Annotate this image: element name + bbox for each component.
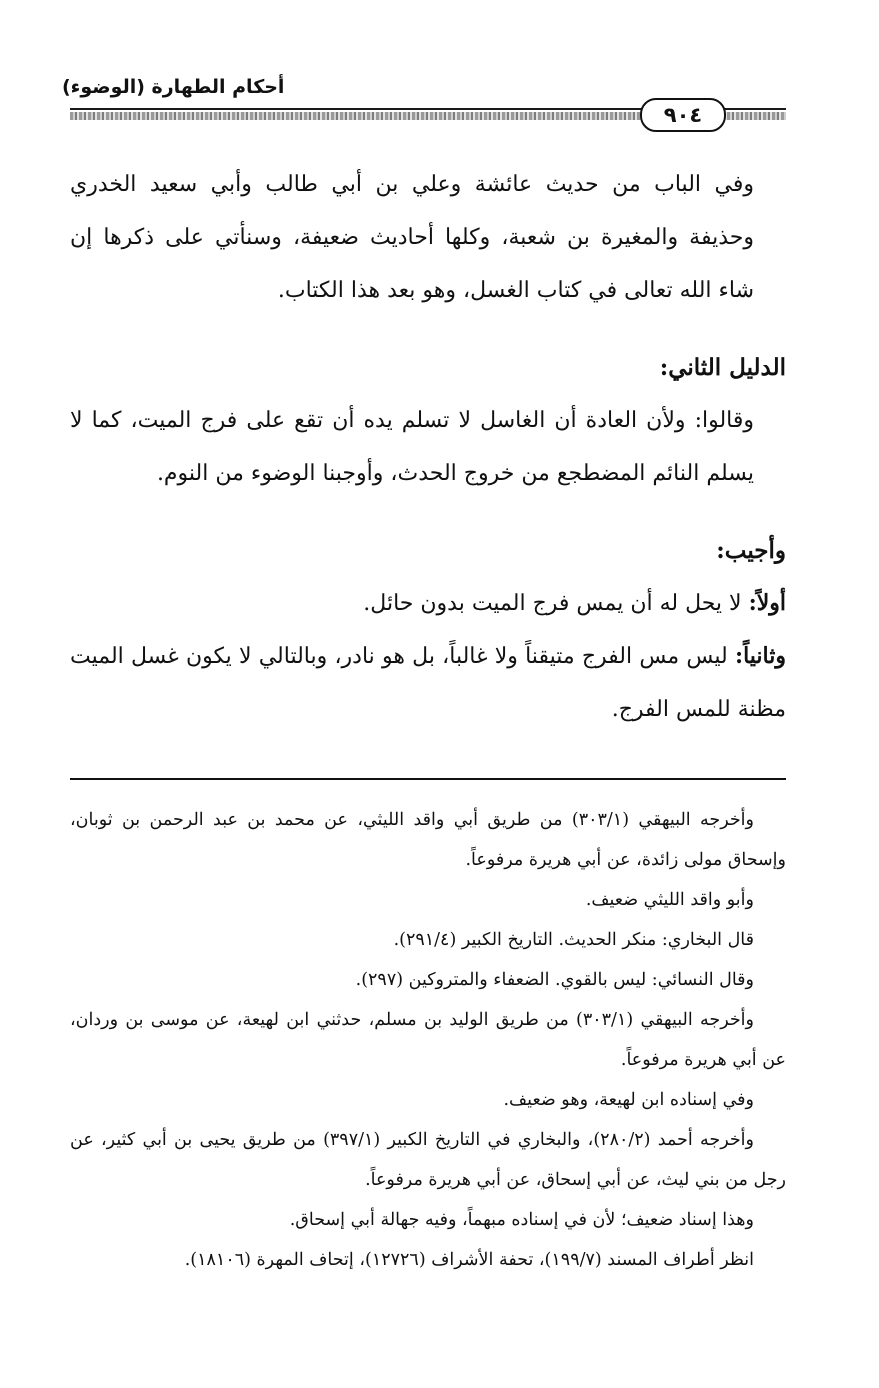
- footnote-line: وأخرجه البيهقي (٣٠٣/١) من طريق الوليد بن مسلم، حدثني ابن لهيعة، عن موسى بن وردان، عن أبي هريرة مرفوعاً.: [70, 1010, 786, 1070]
- page-number: ٩٠٤: [663, 103, 703, 127]
- footnote-separator: [70, 778, 786, 780]
- footnote-line: قال البخاري: منكر الحديث. التاريخ الكبير (٢٩١/٤).: [393, 930, 754, 950]
- second-point-label: وثانياً:: [734, 643, 786, 669]
- footnotes: [70, 800, 786, 1280]
- paragraph-second-evidence: وقالوا: ولأن العادة أن الغاسل لا تسلم يده أن تقع على فرج الميت، كما لا يسلم النائم المضطجع من خروج الحدث، وأوجبنا الوضوء من النوم.: [70, 408, 755, 486]
- second-point-text: ليس مس الفرج متيقناً ولا غالباً، بل هو نادر، وبالتالي لا يكون غسل الميت مظنة للمس الفرج.: [70, 644, 786, 722]
- running-title: أحكام الطهارة (الوضوء): [62, 76, 285, 98]
- paragraph-first-point: [70, 577, 786, 630]
- footnote-line: انظر أطراف المسند (١٩٩/٧)، تحفة الأشراف (١٢٧٢٦)، إتحاف المهرة (١٨١٠٦).: [184, 1250, 754, 1270]
- first-point-text: لا يحل له أن يمس فرج الميت بدون حائل.: [363, 591, 749, 616]
- footnote-line: وهذا إسناد ضعيف؛ لأن في إسناده مبهماً، وفيه جهالة أبي إسحاق.: [289, 1210, 754, 1230]
- paragraph-second-point: [70, 630, 786, 736]
- footnote-line: وفي إسناده ابن لهيعة، وهو ضعيف.: [503, 1090, 754, 1110]
- footnote-line: وأخرجه أحمد (٢٨٠/٢)، والبخاري في التاريخ الكبير (٣٩٧/١) من طريق يحيى بن أبي كثير، عن رجل من بني ليث، عن أبي إسحاق، عن أبي هريرة مرفوعاً.: [70, 1130, 786, 1190]
- main-text: [70, 158, 786, 736]
- footnote-line: وقال النسائي: ليس بالقوي. الضعفاء والمتروكين (٢٩٧).: [355, 970, 754, 990]
- footnote-line: وأبو واقد الليثي ضعيف.: [585, 890, 754, 910]
- heading-answer: وأجيب:: [716, 537, 786, 564]
- first-point-label: أولاً:: [748, 590, 786, 616]
- heading-second-evidence: الدليل الثاني:: [659, 354, 786, 381]
- footnote-line: وأخرجه البيهقي (٣٠٣/١) من طريق أبي واقد الليثي، عن محمد بن عبد الرحمن بن ثوبان، وإسحاق مولى زائدة، عن أبي هريرة مرفوعاً.: [70, 810, 786, 870]
- paragraph-hadith-chapter: وفي الباب من حديث عائشة وعلي بن أبي طالب وأبي سعيد الخدري وحذيفة والمغيرة بن شعبة، وكلها أحاديث ضعيفة، وسنأتي على ذكرها إن شاء الله تعالى في كتاب الغسل، وهو بعد هذا الكتاب.: [70, 172, 755, 303]
- page-number-badge: [640, 98, 726, 132]
